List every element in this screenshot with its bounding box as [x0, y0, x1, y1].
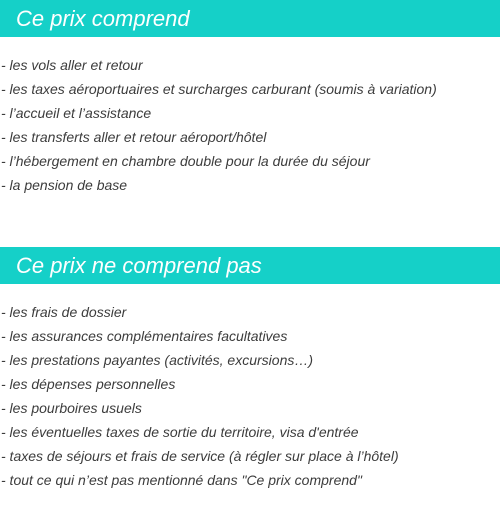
included-item: - les taxes aéroportuaires et surcharges carburant (soumis à variation): [1, 81, 437, 97]
excluded-item: - les pourboires usuels: [1, 400, 142, 416]
included-item: - l’accueil et l’assistance: [1, 105, 152, 121]
excluded-item: - les frais de dossier: [1, 304, 127, 320]
included-section: [0, 0, 500, 200]
excluded-item: - taxes de séjours et frais de service (à régler sur place à l’hôtel): [1, 448, 399, 464]
excluded-list: [0, 284, 500, 495]
included-list: [0, 37, 500, 200]
excluded-item: - les éventuelles taxes de sortie du territoire, visa d'entrée: [1, 424, 359, 440]
excluded-item: - les dépenses personnelles: [1, 376, 176, 392]
included-item: - les transferts aller et retour aéroport/hôtel: [1, 129, 267, 145]
included-heading: Ce prix comprend: [0, 0, 500, 37]
included-item: - les vols aller et retour: [1, 57, 143, 73]
included-item: - la pension de base: [1, 177, 128, 193]
included-item: - l’hébergement en chambre double pour la durée du séjour: [1, 153, 370, 169]
excluded-item: - tout ce qui n’est pas mentionné dans "Ce prix comprend": [1, 472, 362, 488]
excluded-item: - les assurances complémentaires facultatives: [1, 328, 288, 344]
excluded-section: [0, 247, 500, 495]
excluded-item: - les prestations payantes (activités, excursions…): [1, 352, 314, 368]
excluded-heading: Ce prix ne comprend pas: [0, 247, 500, 284]
